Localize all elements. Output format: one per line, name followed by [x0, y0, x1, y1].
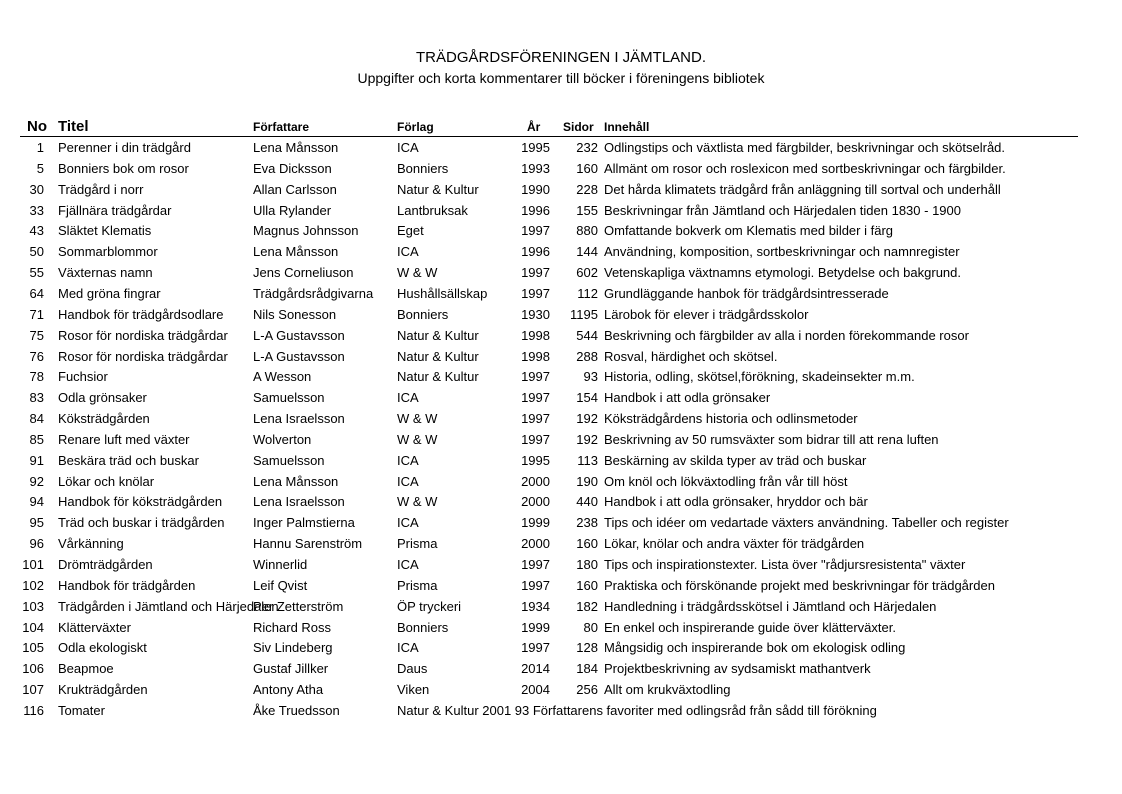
book-number: 96 — [29, 536, 44, 552]
book-pages: 93 — [583, 369, 598, 385]
book-title: Odla ekologiskt — [58, 640, 147, 656]
book-title: Beapmoe — [58, 661, 114, 677]
table-row — [0, 241, 1122, 262]
table-row — [0, 512, 1122, 533]
book-publisher: ICA — [397, 473, 419, 489]
header-no: No — [27, 118, 47, 135]
book-title: Klätterväxter — [58, 619, 131, 635]
book-publisher: ICA — [397, 390, 419, 406]
book-pages: 880 — [576, 223, 598, 239]
book-publisher: W & W — [397, 431, 438, 447]
book-number: 91 — [29, 452, 44, 468]
book-year: 1997 — [521, 265, 550, 281]
book-publisher: W & W — [397, 265, 438, 281]
book-content: Omfattande bokverk om Klematis med bilder i färg — [604, 223, 894, 239]
book-title: Växternas namn — [58, 265, 153, 281]
book-content: Det hårda klimatets trädgård från anläggning till sortval och underhåll — [604, 181, 1001, 197]
table-row — [0, 158, 1122, 179]
book-content: Allt om krukväxtodling — [604, 682, 731, 698]
book-content: Användning, komposition, sortbeskrivningar och namnregister — [604, 244, 960, 260]
table-row — [0, 346, 1122, 367]
book-pages: 80 — [583, 619, 598, 635]
book-year: 1997 — [521, 369, 550, 385]
book-pages: 544 — [576, 327, 598, 343]
book-author: Samuelsson — [253, 390, 325, 406]
book-year: 1934 — [521, 598, 550, 614]
book-number: 92 — [29, 473, 44, 489]
book-pages: 184 — [576, 661, 598, 677]
book-pages: 238 — [576, 515, 598, 531]
table-row — [0, 137, 1122, 158]
table-row — [0, 533, 1122, 554]
header-pages: Sidor — [563, 120, 594, 134]
book-year: 1995 — [521, 452, 550, 468]
book-title: Köksträdgården — [58, 411, 150, 427]
book-number: 104 — [22, 619, 44, 635]
book-content: Praktiska och förskönande projekt med beskrivningar för trädgården — [604, 577, 995, 593]
book-number: 106 — [22, 661, 44, 677]
book-year: 1997 — [521, 577, 550, 593]
book-number: 76 — [29, 348, 44, 364]
book-number: 95 — [29, 515, 44, 531]
book-author: Wolverton — [253, 431, 312, 447]
table-row — [0, 429, 1122, 450]
book-author: Trädgårdsrådgivarna — [253, 285, 374, 301]
book-pages: 190 — [576, 473, 598, 489]
book-publisher: ICA — [397, 640, 419, 656]
book-pages: 128 — [576, 640, 598, 656]
book-number: 33 — [29, 202, 44, 218]
book-year: 1995 — [521, 140, 550, 155]
book-author: Magnus Johnsson — [253, 223, 359, 239]
book-year: 1998 — [521, 327, 550, 343]
book-publisher: ICA — [397, 515, 419, 531]
book-content: Grundläggande hanbok för trädgårdsintresserade — [604, 285, 889, 301]
book-author: Lena Månsson — [253, 473, 339, 489]
book-number: 103 — [22, 598, 44, 614]
book-author: Hannu Sarenström — [253, 536, 363, 552]
book-pages: 440 — [576, 494, 598, 510]
table-row — [0, 575, 1122, 596]
book-pages: 192 — [576, 431, 598, 447]
book-year: 1930 — [521, 306, 550, 322]
book-title: Fjällnära trädgårdar — [58, 202, 172, 218]
book-publisher: ICA — [397, 140, 419, 155]
book-year: 1999 — [521, 515, 550, 531]
book-content: Handbok i att odla grönsaker — [604, 390, 771, 406]
book-content: Historia, odling, skötsel,förökning, skadeinsekter m.m. — [604, 369, 915, 385]
book-content: Mångsidig och inspirerande bok om ekologisk odling — [604, 640, 906, 656]
book-publisher: Viken — [397, 682, 430, 698]
table-row — [0, 179, 1122, 200]
book-author: A Wesson — [253, 369, 312, 385]
book-number: 83 — [29, 390, 44, 406]
table-row — [0, 617, 1122, 638]
book-pages: 256 — [576, 682, 598, 698]
book-year: 1997 — [521, 431, 550, 447]
book-publisher: ICA — [397, 452, 419, 468]
table-row — [0, 220, 1122, 241]
book-title: Släktet Klematis — [58, 223, 152, 239]
book-title: Handbok för trädgårdsodlare — [58, 306, 224, 322]
book-content: Beskrivningar från Jämtland och Härjedalen tiden 1830 - 1900 — [604, 202, 961, 218]
book-title: Vårkänning — [58, 536, 124, 552]
book-content: Köksträdgårdens historia och odlinsmetoder — [604, 411, 858, 427]
header-year: År — [527, 120, 541, 134]
book-pages: 182 — [576, 598, 598, 614]
table-row — [0, 700, 1122, 721]
book-year: 2004 — [521, 682, 550, 698]
book-year: 1998 — [521, 348, 550, 364]
book-pages: 232 — [576, 140, 598, 155]
book-number: 71 — [29, 306, 44, 322]
book-pages: 144 — [576, 244, 598, 260]
book-author: L-A Gustavsson — [253, 348, 345, 364]
table-row — [0, 283, 1122, 304]
book-title: Renare luft med växter — [58, 431, 190, 447]
table-row — [0, 387, 1122, 408]
book-year: 1997 — [521, 411, 550, 427]
book-title: Rosor för nordiska trädgårdar — [58, 327, 228, 343]
table-row — [0, 471, 1122, 492]
book-publisher: W & W — [397, 411, 438, 427]
table-row — [0, 491, 1122, 512]
book-content: Rosval, härdighet och skötsel. — [604, 348, 778, 364]
table-row — [0, 262, 1122, 283]
book-content: Om knöl och lökväxtodling från vår till höst — [604, 473, 848, 489]
book-pages: 160 — [576, 536, 598, 552]
book-content: Lökar, knölar och andra växter för trädgården — [604, 536, 865, 552]
book-author: Leif Qvist — [253, 577, 308, 593]
book-pages: 160 — [576, 577, 598, 593]
book-pages: 1195 — [570, 306, 598, 322]
book-title: Handbok för trädgården — [58, 577, 196, 593]
book-content: Projektbeskrivning av sydsamiskt mathantverk — [604, 661, 871, 677]
book-number: 105 — [22, 640, 44, 656]
book-author: Lena Månsson — [253, 244, 339, 260]
book-author: Siv Lindeberg — [253, 640, 333, 656]
book-author: Jens Corneliuson — [253, 265, 354, 281]
table-row — [0, 304, 1122, 325]
book-number: 5 — [36, 160, 44, 176]
book-author: Allan Carlsson — [253, 181, 337, 197]
book-author: L-A Gustavsson — [253, 327, 345, 343]
header-content: Innehåll — [604, 120, 650, 134]
book-content: Lärobok för elever i trädgårdsskolor — [604, 306, 809, 322]
book-content: En enkel och inspirerande guide över klätterväxter. — [604, 619, 896, 635]
book-content: Allmänt om rosor och roslexicon med sortbeskrivningar och färgbilder. — [604, 160, 1006, 176]
book-title: Trädgård i norr — [58, 181, 144, 197]
book-title: Bonniers bok om rosor — [58, 160, 189, 176]
table-row — [0, 637, 1122, 658]
book-title: Träd och buskar i trädgården — [58, 515, 225, 531]
book-title: Krukträdgården — [58, 682, 148, 698]
book-content: Tips och inspirationstexter. Lista över "rådjursresistenta" växter — [604, 557, 966, 572]
book-author: Åke Truedsson — [253, 702, 340, 718]
book-publisher: Natur & Kultur — [397, 181, 479, 197]
book-title: Perenner i din trädgård — [58, 140, 191, 155]
book-author: Lena Månsson — [253, 140, 339, 155]
book-pages: 113 — [577, 452, 598, 468]
book-year: 1993 — [521, 160, 550, 176]
book-publisher: Hushållsällskap — [397, 285, 488, 301]
book-year: 1997 — [521, 640, 550, 656]
table-row — [0, 366, 1122, 387]
book-number: 55 — [29, 265, 44, 281]
book-title: Drömträdgården — [58, 557, 153, 572]
header-publisher: Förlag — [397, 120, 434, 134]
table-row — [0, 554, 1122, 575]
book-author: Antony Atha — [253, 682, 324, 698]
book-publisher: Prisma — [397, 577, 438, 593]
book-author: Winnerlid — [253, 557, 308, 572]
table-row — [0, 408, 1122, 429]
book-publisher: Bonniers — [397, 306, 449, 322]
book-number: 75 — [29, 327, 44, 343]
book-title: Trädgården i Jämtland och Härjedalen — [58, 598, 279, 614]
book-publisher: Natur & Kultur — [397, 348, 479, 364]
book-number: 116 — [23, 702, 44, 718]
book-publisher: ICA — [397, 557, 419, 572]
book-year: 2014 — [521, 661, 550, 677]
book-publisher: Daus — [397, 661, 428, 677]
book-publisher: Bonniers — [397, 619, 449, 635]
book-publisher: Eget — [397, 223, 424, 239]
header-title: Titel — [58, 118, 89, 135]
book-number: 101 — [22, 557, 44, 572]
book-title: Fuchsior — [58, 369, 108, 385]
book-publisher: ICA — [397, 244, 419, 260]
book-content: Tips och idéer om vedartade växters användning. Tabeller och register — [604, 515, 1009, 531]
book-author: Nils Sonesson — [253, 306, 337, 322]
book-content: Beskrivning av 50 rumsväxter som bidrar till att rena luften — [604, 431, 939, 447]
book-number: 85 — [29, 431, 44, 447]
book-publisher: Natur & Kultur — [397, 327, 479, 343]
book-pages: 112 — [577, 285, 598, 301]
header-author: Författare — [253, 120, 310, 134]
book-author: Lena Israelsson — [253, 494, 345, 510]
book-title: Med gröna fingrar — [58, 285, 161, 301]
book-author: Eva Dicksson — [253, 160, 332, 176]
book-publisher: Natur & Kultur — [397, 369, 479, 385]
book-author: Lena Israelsson — [253, 411, 345, 427]
book-year: 1990 — [521, 181, 550, 197]
table-row — [0, 450, 1122, 471]
book-author: Samuelsson — [253, 452, 325, 468]
book-year: 1999 — [521, 619, 550, 635]
book-publisher: W & W — [397, 494, 438, 510]
book-title: Sommarblommor — [58, 244, 158, 260]
book-publisher: Lantbruksak — [397, 202, 468, 218]
book-year: 2000 — [521, 473, 550, 489]
table-row — [0, 596, 1122, 617]
book-number: 84 — [29, 411, 44, 427]
table-row — [0, 658, 1122, 679]
book-content: Odlingstips och växtlista med färgbilder, beskrivningar och skötselråd. — [604, 140, 1006, 155]
book-number: 30 — [29, 181, 44, 197]
document-title: TRÄDGÅRDSFÖRENINGEN I JÄMTLAND. — [415, 49, 707, 66]
book-pages: 228 — [576, 181, 598, 197]
book-content: Handledning i trädgårdsskötsel i Jämtland och Härjedalen — [604, 598, 937, 614]
book-year: 1997 — [521, 285, 550, 301]
book-title: Rosor för nordiska trädgårdar — [58, 348, 228, 364]
book-number: 1 — [36, 140, 44, 155]
book-number: 107 — [22, 682, 44, 698]
book-year: 1996 — [521, 202, 550, 218]
book-year: 2000 — [521, 536, 550, 552]
book-author: Inger Palmstierna — [253, 515, 355, 531]
book-title: Odla grönsaker — [58, 390, 147, 406]
book-title: Lökar och knölar — [58, 473, 155, 489]
book-number: 50 — [29, 244, 44, 260]
book-pages: 288 — [576, 348, 598, 364]
document-subtitle: Uppgifter och korta kommentarer till böcker i föreningens bibliotek — [357, 70, 765, 86]
table-row — [0, 200, 1122, 221]
table-row — [0, 679, 1122, 700]
table-row — [0, 325, 1122, 346]
book-title: Handbok för köksträdgården — [58, 494, 223, 510]
book-publisher: Prisma — [397, 536, 438, 552]
book-title: Beskära träd och buskar — [58, 452, 199, 468]
book-pages: 180 — [576, 557, 598, 572]
book-number: 94 — [29, 494, 44, 510]
book-year: 1997 — [521, 390, 550, 406]
book-year: 1997 — [521, 223, 550, 239]
book-author: Per Zetterström — [253, 598, 344, 614]
book-number: 78 — [29, 369, 44, 385]
book-author: Gustaf Jillker — [253, 661, 329, 677]
book-pages: 160 — [576, 160, 598, 176]
book-author: Ulla Rylander — [253, 202, 332, 218]
book-title: Tomater — [58, 702, 105, 718]
book-pages: 154 — [576, 390, 598, 406]
book-number: 43 — [29, 223, 44, 239]
book-content: Beskärning av skilda typer av träd och buskar — [604, 452, 867, 468]
book-pages: 602 — [576, 265, 598, 281]
book-author: Richard Ross — [253, 619, 332, 635]
book-number: 102 — [22, 577, 44, 593]
book-publisher: ÖP tryckeri — [397, 598, 462, 614]
book-publisher: Bonniers — [397, 160, 449, 176]
book-pages: 192 — [576, 411, 598, 427]
book-merged-details: Natur & Kultur 2001 93 Författarens favoriter med odlingsråd från sådd till förökning — [397, 702, 877, 718]
book-content: Beskrivning och färgbilder av alla i norden förekommande rosor — [604, 327, 969, 343]
book-year: 1997 — [521, 557, 550, 572]
book-pages: 155 — [576, 202, 598, 218]
book-year: 2000 — [521, 494, 550, 510]
book-year: 1996 — [521, 244, 550, 260]
book-content: Handbok i att odla grönsaker, hryddor och bär — [604, 494, 868, 510]
book-number: 64 — [29, 285, 44, 301]
book-content: Vetenskapliga växtnamns etymologi. Betydelse och bakgrund. — [604, 265, 961, 281]
